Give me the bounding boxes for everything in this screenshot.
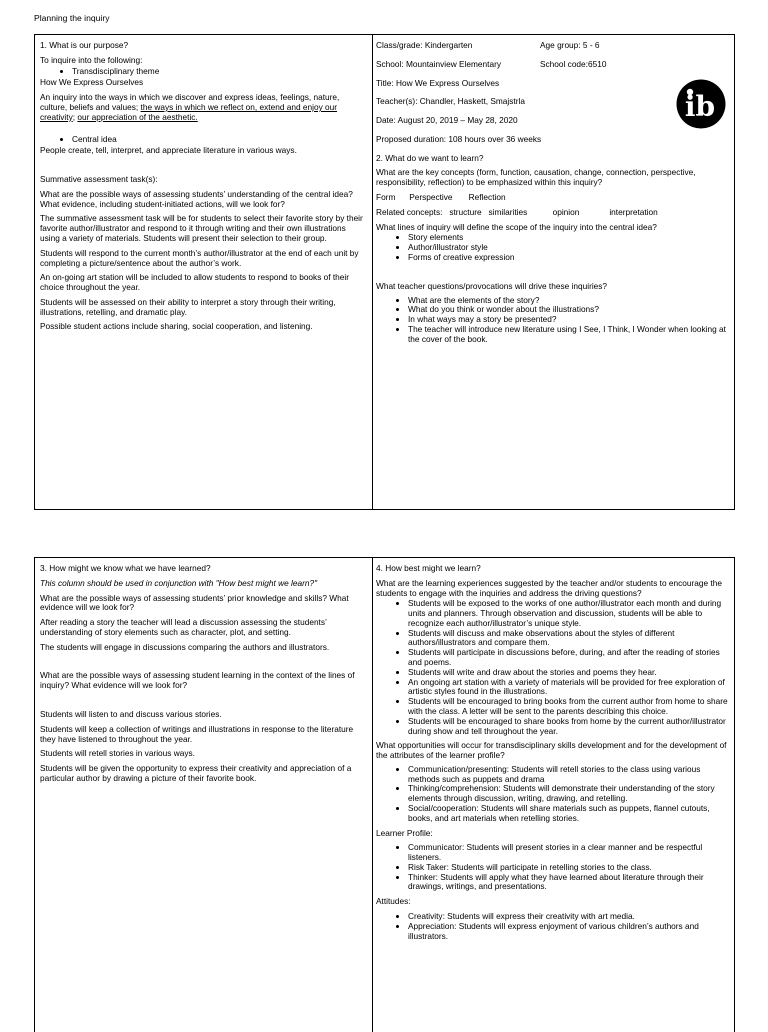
learner-profile-list <box>376 843 729 892</box>
list-item: • Forms of creative expression <box>408 253 729 263</box>
list-item: • Students will write and draw about the stories and poems they hear. <box>408 668 729 678</box>
section2-heading: 2. What do we want to learn? <box>376 152 484 163</box>
summative-paragraph: Students will be assessed on their ability to interpret a story through their writing, illustrations, retelling, and dramatic play. <box>40 296 336 317</box>
section1-intro: To inquire into the following: <box>40 54 143 65</box>
list-item: • Social/cooperation: Students will share materials such as puppets, flannel cutouts, books, and art materials when retelling stories. <box>408 804 729 824</box>
list-item: • An ongoing art station with a variety of materials will be provided for free exploration of artistic styles found in the illustrations. <box>408 678 729 698</box>
lines-of-inquiry-question: What lines of inquiry will define the scope of the inquiry into the central idea? <box>376 221 657 232</box>
theme-list <box>40 67 367 77</box>
date-range: Date: August 20, 2019 – May 28, 2020 <box>376 115 518 126</box>
learning-item: Students will keep a collection of writings and illustrations in response to the literature they have listened to throughout the year. <box>40 723 354 744</box>
summative-paragraph: Possible student actions include sharing, social cooperation, and listening. <box>40 321 313 332</box>
ib-logo-text: ib <box>684 90 716 123</box>
list-item: • The teacher will introduce new literature using I See, I Think, I Wonder when looking at the cover of the book. <box>408 325 729 345</box>
planner-top-table <box>34 34 735 510</box>
summative-paragraph: An on-going art station will be included to allow students to respond to books of their choice throughout the year. <box>40 272 350 293</box>
prior-knowledge-question: What are the possible ways of assessing students’ prior knowledge and skills? What evidence will we look for? <box>40 592 349 613</box>
related-concepts: Related concepts: structure similarities opinion interpretation <box>376 206 658 217</box>
learning-column <box>371 558 734 1032</box>
prior-item: The students will engage in discussions comparing the authors and illustrators. <box>40 641 330 652</box>
list-item: • Thinking/comprehension: Students will demonstrate their understanding of the story elements through discussion, writing, drawing, and retelling. <box>408 784 729 804</box>
skills-list <box>376 765 729 824</box>
section4-heading: 4. How best might we learn? <box>376 563 481 573</box>
info-column <box>371 35 734 509</box>
learning-item: Students will retell stories in various ways. <box>40 748 195 759</box>
attitudes-label: Attitudes: <box>376 896 411 907</box>
teacher-questions-heading: What teacher questions/provocations will drive these inquiries? <box>376 280 608 291</box>
summative-heading: Summative assessment task(s): <box>40 174 158 185</box>
section1-heading: 1. What is our purpose? <box>40 40 129 50</box>
section3-heading: 3. How might we know what we have learned? <box>40 563 211 573</box>
teacher-questions-list <box>376 296 729 345</box>
class-grade: Class/grade: Kindergarten <box>376 40 473 50</box>
theme-desc-text: An inquiry into the ways in which we discover and express ideas, feelings, nature, culture, beliefs and values; <box>40 92 340 112</box>
theme-desc-underlined: the ways in which we reflect on, extend and enjoy our creativity <box>40 101 338 122</box>
ib-logo-icon <box>676 79 726 129</box>
list-item: • Author/illustrator style <box>408 243 729 253</box>
school-row <box>376 60 729 70</box>
planner-bottom-table <box>34 557 735 1032</box>
list-item: • Students will participate in discussions before, during, and after the reading of stories and poems. <box>408 648 729 668</box>
list-item: • Students will be exposed to the works of one author/illustrator each month and during units and planners. Through observation and discussion, students will be able to recognize each author/illustrator’s unique style. <box>408 599 729 628</box>
learner-profile-label: Learner Profile: <box>376 827 433 838</box>
school-name: School: Mountainview Elementary <box>376 58 501 69</box>
lines-of-inquiry-list <box>376 233 729 262</box>
list-item: • Risk Taker: Students will participate in retelling stories to the class. <box>408 863 729 873</box>
assessment-column <box>35 558 373 1032</box>
section3-note: This column should be used in conjunction with "How best might we learn?" <box>40 577 318 588</box>
theme-bullet: • Transdisciplinary theme <box>72 67 367 77</box>
list-item: • Story elements <box>408 233 729 243</box>
experiences-question: What are the learning experiences suggested by the teacher and/or students to encourage the students to engage with the inquiries and address the driving questions? <box>376 577 722 598</box>
unit-title: Title: How We Express Ourselves <box>376 77 500 88</box>
central-idea-list <box>40 135 367 145</box>
list-item: • Communicator: Students will present stories in a clear manner and be respectful listeners. <box>408 843 729 863</box>
attitudes-list <box>376 912 729 941</box>
summative-question: What are the possible ways of assessing students’ understanding of the central idea? What evidence, including student-initiated actions, will we look for? <box>40 188 353 209</box>
summative-paragraph: Students will respond to the current month’s author/illustrator at the end of each unit by completing a picture/sentence about the author’s work. <box>40 247 359 268</box>
theme-name: How We Express Ourselves <box>40 77 144 88</box>
theme-desc-underlined-2: our appreciation of the aesthetic. <box>77 111 198 122</box>
list-item: • Creativity: Students will express their creativity with art media. <box>408 912 729 922</box>
list-item: • In what ways may a story be presented? <box>408 315 729 325</box>
central-idea: People create, tell, interpret, and appreciate literature in various ways. <box>40 145 297 156</box>
list-item: • What are the elements of the story? <box>408 296 729 306</box>
list-item: • What do you think or wonder about the illustrations? <box>408 305 729 315</box>
proposed-duration: Proposed duration: 108 hours over 36 weeks <box>376 133 542 144</box>
document-title: Planning the inquiry <box>34 13 110 23</box>
age-group: Age group: 5 - 6 <box>540 40 600 50</box>
experiences-list <box>376 599 729 736</box>
list-item: • Communication/presenting: Students will retell stories to the class using various methods such as puppets and drama <box>408 765 729 785</box>
theme-description <box>40 93 367 122</box>
learning-item: Students will listen to and discuss various stories. <box>40 709 222 720</box>
list-item: • Students will be encouraged to bring books from the current author from home to share with the class. A letter will be sent to the parents describing this choice. <box>408 697 729 717</box>
central-idea-bullet: • Central idea <box>72 135 367 145</box>
theme-desc-sep: ; <box>72 111 78 122</box>
skills-question: What opportunities will occur for transdisciplinary skills development and for the development of the attributes of the learner profile? <box>376 740 727 761</box>
list-item: • Thinker: Students will apply what they have learned about literature through their drawings, writings, and presentations. <box>408 873 729 893</box>
list-item: • Appreciation: Students will express enjoyment of various children’s authors and illustrators. <box>408 922 729 942</box>
list-item: • Students will discuss and make observations about the styles of different authors/illustrators and compare them. <box>408 629 729 649</box>
summative-paragraph: The summative assessment task will be for students to select their favorite story by their favorite author/illustrator and respond to it through writing and their own illustrations using a variety of materials. Students will present their selection to their group. <box>40 213 363 243</box>
list-item: • Students will be encouraged to share books from home by the current author/illustrator during show and tell throughout the year. <box>408 717 729 737</box>
prior-item: After reading a story the teacher will lead a discussion assessing the students’ understanding of story elements such as character, plot, and setting. <box>40 617 327 637</box>
school-code: School code:6510 <box>540 58 607 69</box>
learning-item: Students will be given the opportunity to express their creativity and appreciation of a particular author by drawing a picture of their favorite book. <box>40 763 352 783</box>
key-concepts-question: What are the key concepts (form, function, causation, change, connection, perspective, responsibility, reflection) to be emphasized within this inquiry? <box>376 167 696 188</box>
class-age-row <box>376 41 729 51</box>
learning-question: What are the possible ways of assessing student learning in the context of the lines of inquiry? What evidence will we look for? <box>40 670 355 691</box>
purpose-column <box>35 35 373 509</box>
teachers: Teacher(s): Chandler, Haskett, Smajstrla <box>376 96 525 107</box>
key-concepts: Form Perspective Reflection <box>376 192 506 203</box>
